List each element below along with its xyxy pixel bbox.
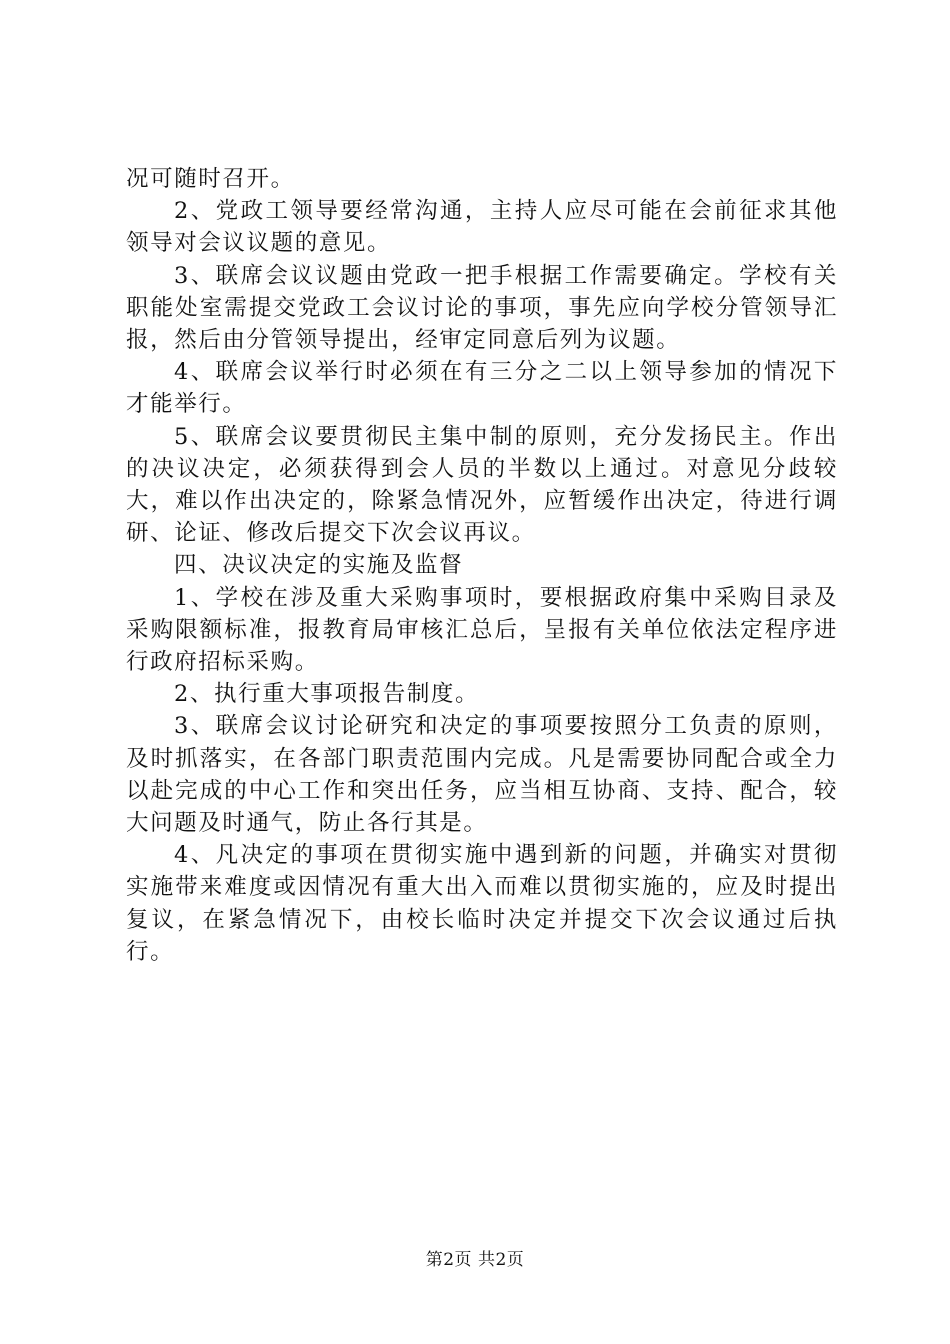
paragraph: 5、联席会议要贯彻民主集中制的原则，充分发扬民主。作出的决议决定，必须获得到会人员的半数以上通过。对意见分歧较大，难以作出决定的，除紧急情况外，应暂缓作出决定，待进行调研、论证、修改后提交下次会议再议。: [126, 423, 838, 547]
paragraph: 况可随时召开。: [126, 166, 295, 192]
paragraph: 2、党政工领导要经常沟通，主持人应尽可能在会前征求其他领导对会议议题的意见。: [126, 198, 838, 257]
paragraph: 3、联席会议讨论研究和决定的事项要按照分工负责的原则，及时抓落实，在各部门职责范围内完成。凡是需要协同配合或全力以赴完成的中心工作和突出任务，应当相互协商、支持、配合，较大问题及时通气，防止各行其是。: [126, 713, 838, 837]
paragraph: 3、联席会议议题由党政一把手根据工作需要确定。学校有关职能处室需提交党政工会议讨论的事项，事先应向学校分管领导汇报，然后由分管领导提出，经审定同意后列为议题。: [126, 262, 838, 354]
paragraph: 2、执行重大事项报告制度。: [174, 681, 480, 708]
document-body: [126, 163, 838, 968]
page-number-footer: 第2页 共2页: [425, 1250, 525, 1270]
paragraph: 1、学校在涉及重大采购事项时，要根据政府集中采购目录及采购限额标准，报教育局审核汇总后，呈报有关单位依法定程序进行政府招标采购。: [126, 584, 838, 676]
paragraph: 4、联席会议举行时必须在有三分之二以上领导参加的情况下才能举行。: [126, 359, 838, 418]
paragraph: 4、凡决定的事项在贯彻实施中遇到新的问题，并确实对贯彻实施带来难度或因情况有重大出入而难以贯彻实施的，应及时提出复议，在紧急情况下，由校长临时决定并提交下次会议通过后执行。: [126, 842, 838, 965]
section-heading: 四、决议决定的实施及监督: [174, 552, 464, 579]
